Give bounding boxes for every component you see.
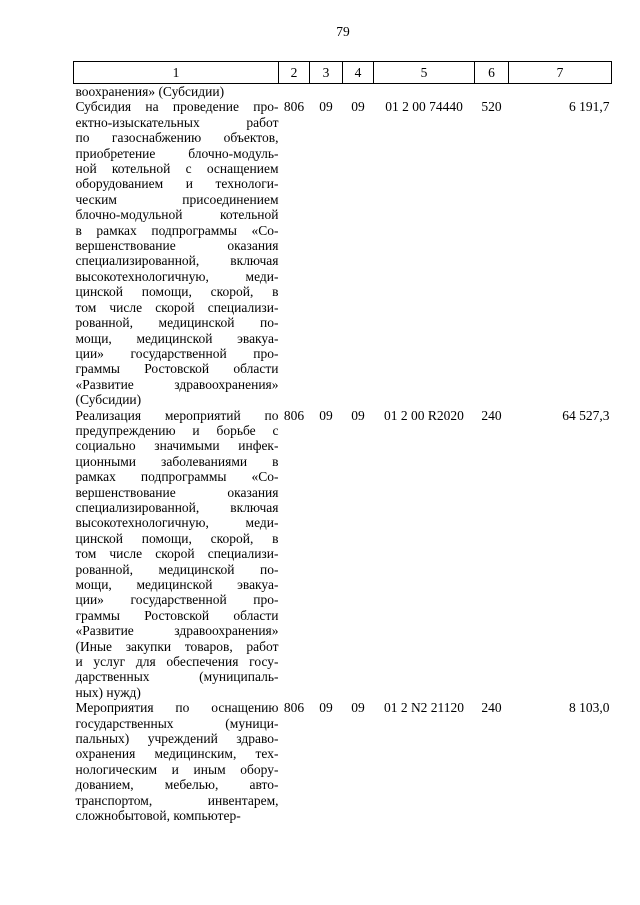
header-col-1: 1 [74,62,279,84]
cell-ministry-code: 806 [283,407,305,423]
cell-amount: 64 527,3 [562,407,610,423]
description-line: специализированной, включая [75,253,279,269]
header-col-3: 3 [310,62,343,84]
description-line: рованной, медицинской по- [75,315,279,331]
description-line: «Развитие здравоохранения» [75,623,279,639]
description-line: ной котельной с оснащением [75,161,279,177]
description-line: приобретение блочно-модуль- [75,145,279,161]
description-line: высокотехнологичную, меди- [75,515,279,531]
cell-target-article: 01 2 00 R2020 [384,407,464,423]
cell-ministry-code: 806 [283,700,305,716]
continuation-description [74,84,612,100]
table-header-row [74,62,612,84]
description-line: воохранения» (Субсидии) [75,84,225,99]
description-line: социально значимыми инфек- [75,438,279,454]
description-line: граммы Ростовской области [75,361,279,377]
description-line: оборудованием и технологи- [75,176,279,192]
cell-ministry-code: 806 [283,99,305,115]
description-line: Субсидия на проведение про- [75,99,279,115]
header-col-7: 7 [509,62,612,84]
header-col-5: 5 [374,62,475,84]
row-description [74,408,279,701]
table-row [74,99,612,407]
cell-target-article: 01 2 N2 21120 [383,700,465,716]
row-description [74,99,279,407]
description-line: государственных (муници- [75,715,279,731]
description-line: вершенствование оказания [75,238,279,254]
table-row [74,408,612,701]
cell-expense-type: 240 [481,407,502,423]
header-col-6: 6 [475,62,509,84]
row-description [74,700,279,823]
description-line: Мероприятия по оснащению [75,700,279,716]
description-line: ческим присоединением [75,191,279,207]
description-line: (Иные закупки товаров, работ [75,638,279,654]
description-line: рованной, медицинской по- [75,561,279,577]
description-line: ционными заболеваниями в [75,453,279,469]
cell-section-code: 09 [319,99,333,115]
description-line: предупреждению и борьбе с [75,422,279,438]
cell-target-article: 01 2 00 74440 [385,99,463,115]
budget-table [73,61,612,824]
description-line: специализированной, включая [75,499,279,515]
description-line: «Развитие здравоохранения» [75,376,279,392]
cell-section-code: 09 [319,407,333,423]
cell-amount: 8 103,0 [569,700,610,716]
description-line: транспортом, инвентарем, [75,792,279,808]
description-line: (Субсидии) [75,392,142,408]
cell-section-code: 09 [319,700,333,716]
description-line: вершенствование оказания [75,484,279,500]
cell-amount: 6 191,7 [569,99,610,115]
description-line: блочно-модульной котельной [75,207,279,223]
description-line: Реализация мероприятий по [75,407,279,423]
header-col-4: 4 [343,62,374,84]
table-row [74,700,612,823]
description-line: мощи, медицинской эвакуа- [75,577,279,592]
description-line: ектно-изыскательных работ [75,114,279,130]
description-line: цинской помощи, скорой, в [75,530,279,546]
continuation-row [74,84,612,100]
description-line: ных) нужд) [75,684,141,700]
description-line: охранения медицинским, тех- [75,746,279,762]
description-line: рамках подпрограммы «Со- [75,469,279,485]
cell-subsection-code: 09 [351,407,365,423]
description-line: цинской помощи, скорой, в [75,284,279,300]
cell-expense-type: 520 [481,99,502,115]
description-line: дарственных (муниципаль- [75,669,279,685]
description-line: граммы Ростовской области [75,607,279,623]
page-number: 79 [336,24,350,39]
description-line: дованием, мебелью, авто- [75,777,279,793]
description-line: пальных) учреждений здраво- [75,731,279,747]
description-line: высокотехнологичную, меди- [75,268,279,284]
cell-subsection-code: 09 [351,99,365,115]
header-col-2: 2 [279,62,310,84]
description-line: по газоснабжению объектов, [75,130,279,146]
cell-expense-type: 240 [481,700,502,716]
description-line: в рамках подпрограммы «Со- [75,222,279,238]
description-line: том числе скорой специализи- [75,546,279,562]
description-line: ции» государственной про- [75,345,279,361]
description-line: и услуг для обеспечения госу- [75,654,279,670]
cell-subsection-code: 09 [351,700,365,716]
description-line: ции» государственной про- [75,592,279,608]
description-line: сложнобытовой, компьютер- [75,808,241,824]
description-line: нологическим и иным обору- [75,761,279,777]
description-line: том числе скорой специализи- [75,299,279,315]
description-line: мощи, медицинской эвакуа- [75,330,279,346]
